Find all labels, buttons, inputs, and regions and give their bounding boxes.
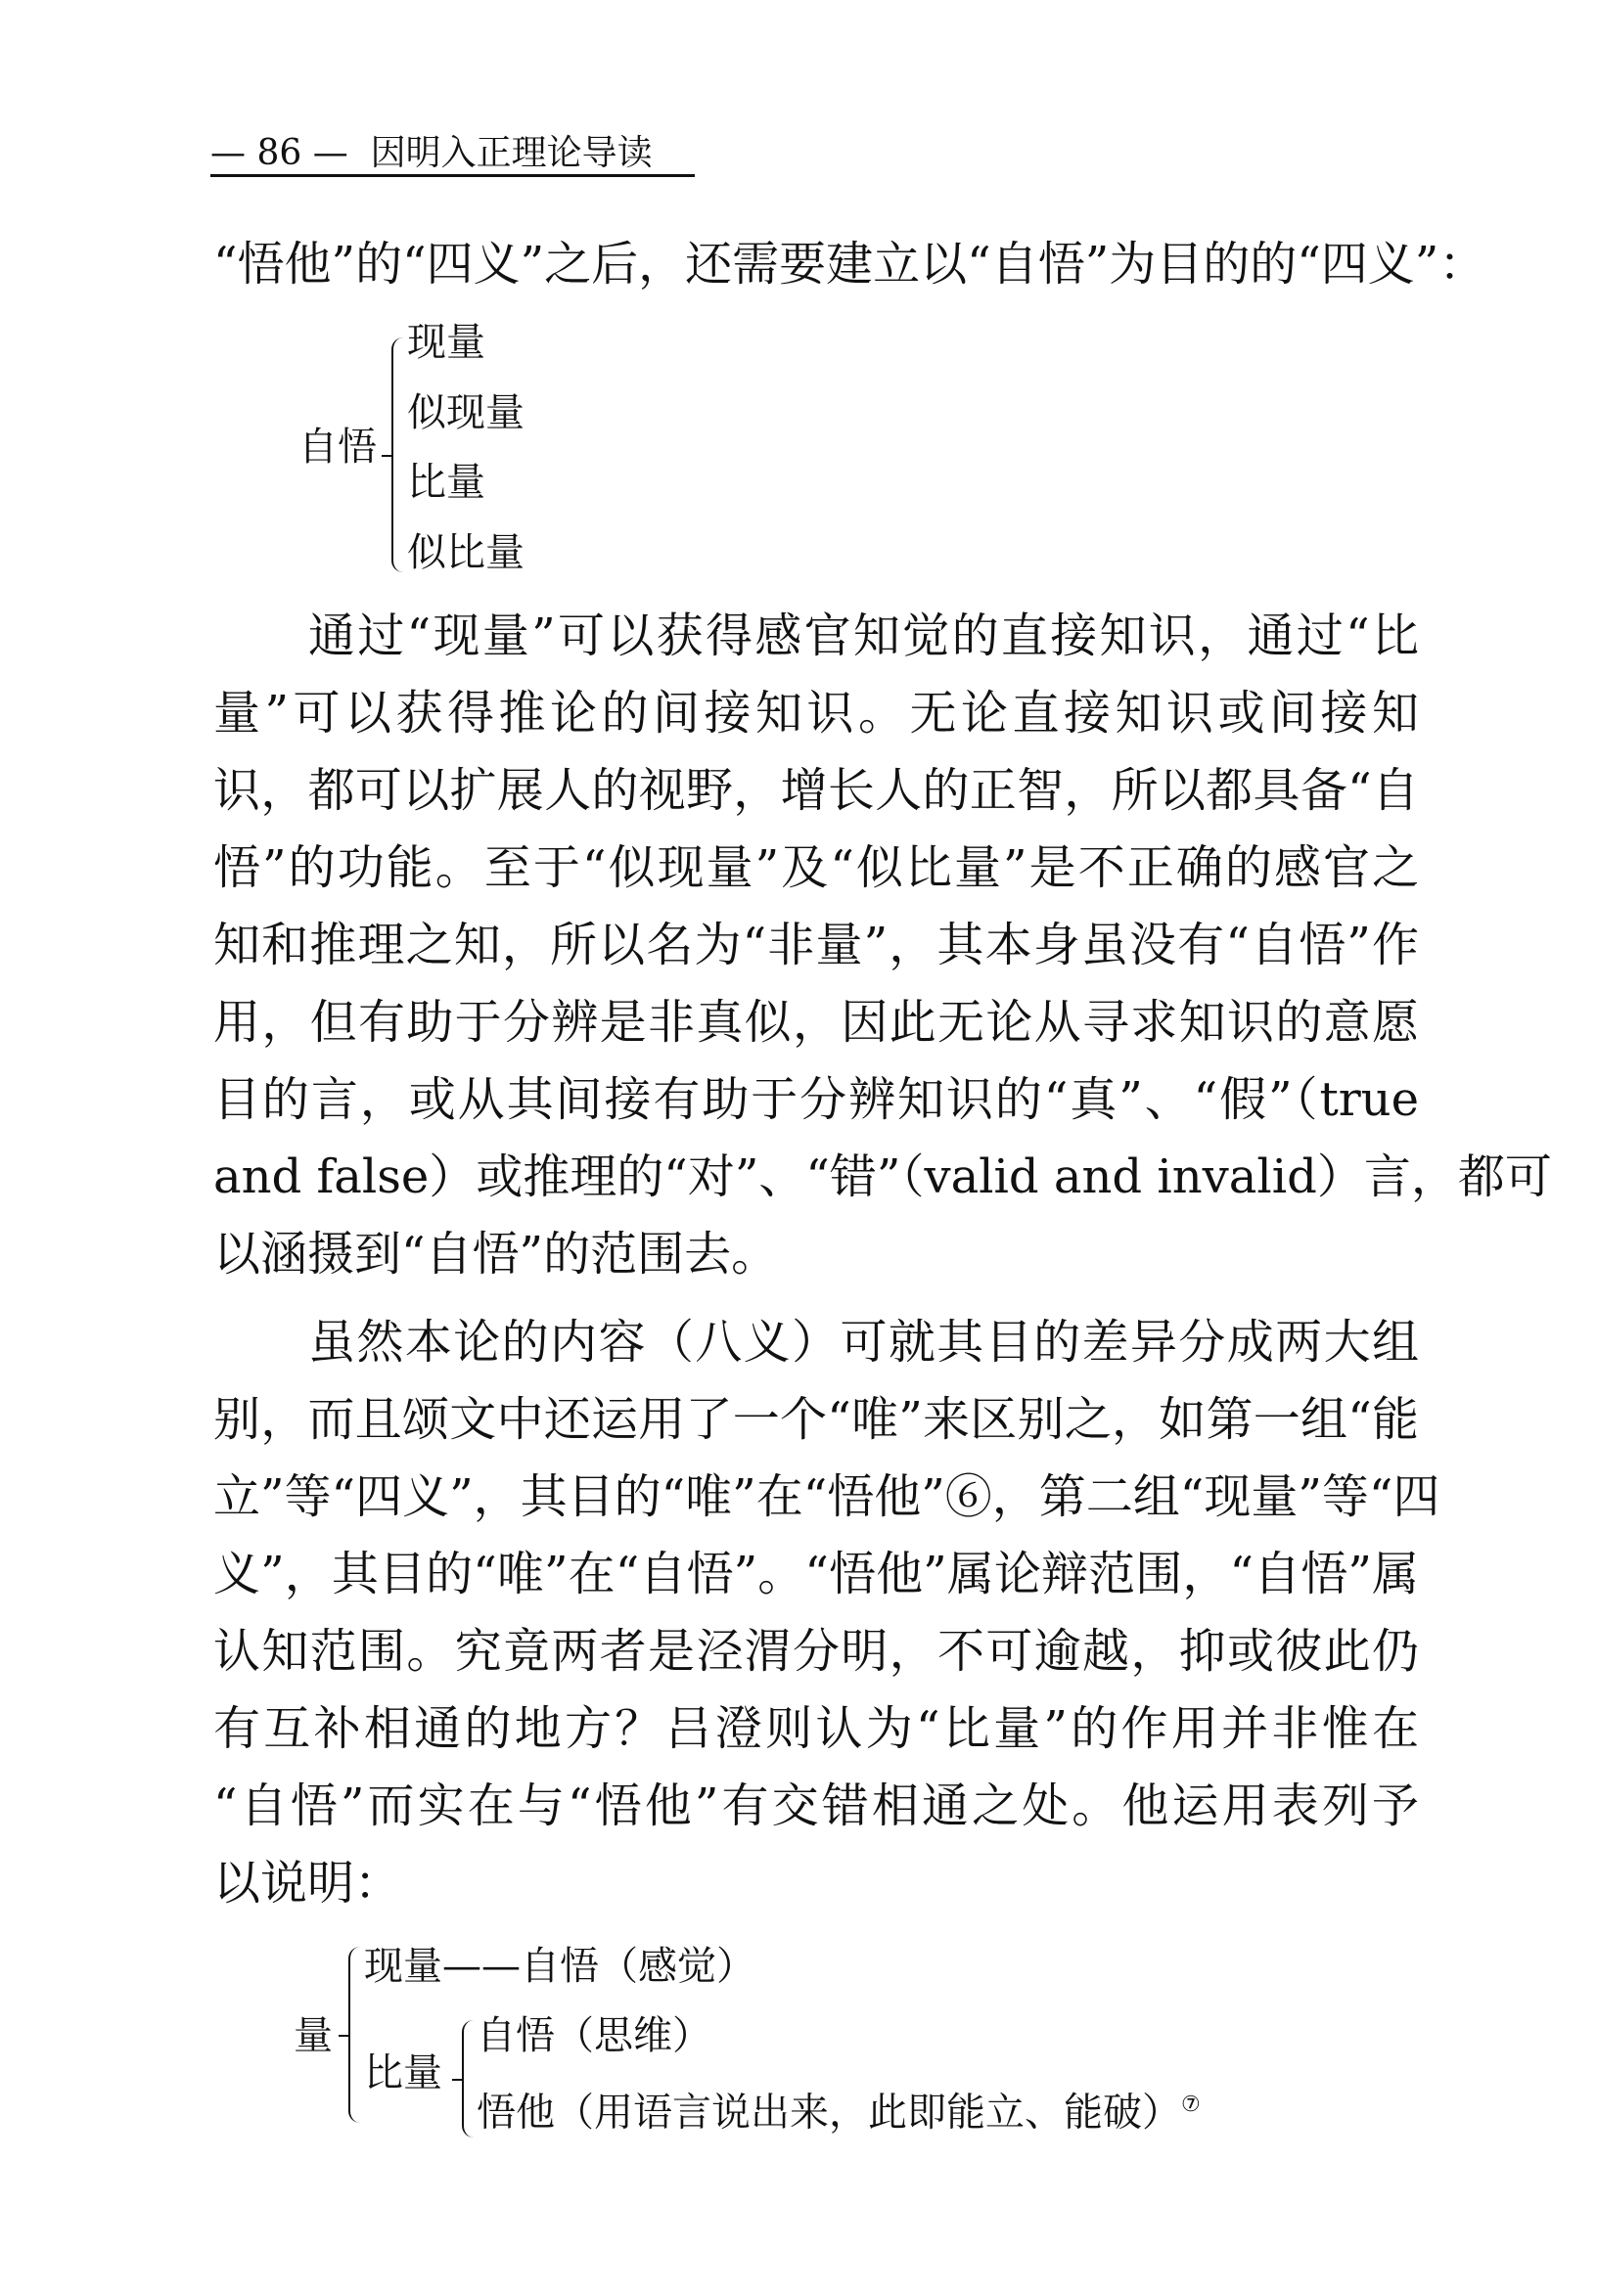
text-line: and false）或推理的“对”、“错”（valid and invalid）言，都可 — [213, 1149, 1552, 1204]
text-line: 通过“现量”可以获得感官知觉的直接知识，通过“比 — [308, 608, 1419, 663]
text-line: 识，都可以扩展人的视野，增长人的正智，所以都具备“自 — [213, 763, 1419, 818]
dash: —— — [442, 1944, 521, 1989]
tree2-branch1 — [364, 1942, 755, 1991]
text-line: 以涵摄到“自悟”的范围去。 — [213, 1227, 779, 1282]
text-line: 认知范围。究竟两者是泾渭分明，不可逾越，抑或彼此仍 — [213, 1624, 1419, 1679]
sub-item-text: 悟他（用语言说出来，此即能立、能破） — [477, 2090, 1181, 2136]
text-line: 知和推理之知，所以名为“非量”，其本身虽没有“自悟”作 — [213, 918, 1419, 972]
tree1-item: 现量 — [407, 320, 485, 365]
text-line: 义”，其目的“唯”在“自悟”。“悟他”属论辩范围，“自悟”属 — [213, 1547, 1419, 1601]
branch1-label: 现量 — [364, 1944, 442, 1989]
tree1-item: 似比量 — [407, 530, 525, 575]
text-line: “自悟”而实在与“悟他”有交错相通之处。他运用表列予 — [213, 1778, 1419, 1833]
text-line: 别，而且颂文中还运用了一个“唯”来区别之，如第一组“能 — [213, 1392, 1419, 1447]
text-line: 立”等“四义”，其目的“唯”在“悟他”⑥，第二组“现量”等“四 — [213, 1469, 1440, 1524]
tree1-root: 自悟 — [298, 425, 377, 470]
tree1-brace — [391, 338, 403, 572]
header-rule — [210, 174, 695, 177]
book-title: 因明入正理论导读 — [370, 133, 653, 173]
running-header: — 86 — 因明入正理论导读 — [210, 133, 653, 173]
tree2-brace — [348, 1947, 360, 2123]
footnote-marker: ⑦ — [1181, 2093, 1201, 2117]
text-line: 有互补相通的地方？吕澄则认为“比量”的作用并非惟在 — [213, 1701, 1419, 1756]
tree2-root: 量 — [294, 2013, 333, 2058]
text-line: 虽然本论的内容（八义）可就其目的差异分成两大组 — [308, 1315, 1419, 1370]
tree1-item: 比量 — [407, 460, 485, 505]
tree2-sub-item: 自悟（思维） — [477, 2013, 711, 2058]
text-line: 用，但有助于分辨是非真似，因此无论从寻求知识的意愿 — [213, 995, 1419, 1050]
text-line: 目的言，或从其间接有助于分辨知识的“真”、“假”（true — [213, 1072, 1419, 1127]
tree2-sub-brace — [462, 2020, 474, 2138]
tree1-item: 似现量 — [407, 390, 525, 435]
text-line: 以说明： — [213, 1856, 402, 1911]
text-line: 量”可以获得推论的间接知识。无论直接知识或间接知 — [213, 686, 1419, 741]
branch1-result: 自悟（感觉） — [521, 1944, 755, 1989]
tree2-sub-item — [477, 2081, 1201, 2137]
intro-line: “悟他”的“四义”之后，还需要建立以“自悟”为目的的“四义”： — [213, 237, 1486, 292]
tree2-branch2-label: 比量 — [364, 2050, 442, 2095]
page-number: 86 — [256, 133, 302, 173]
text-line: 悟”的功能。至于“似现量”及“似比量”是不正确的感官之 — [213, 840, 1419, 895]
